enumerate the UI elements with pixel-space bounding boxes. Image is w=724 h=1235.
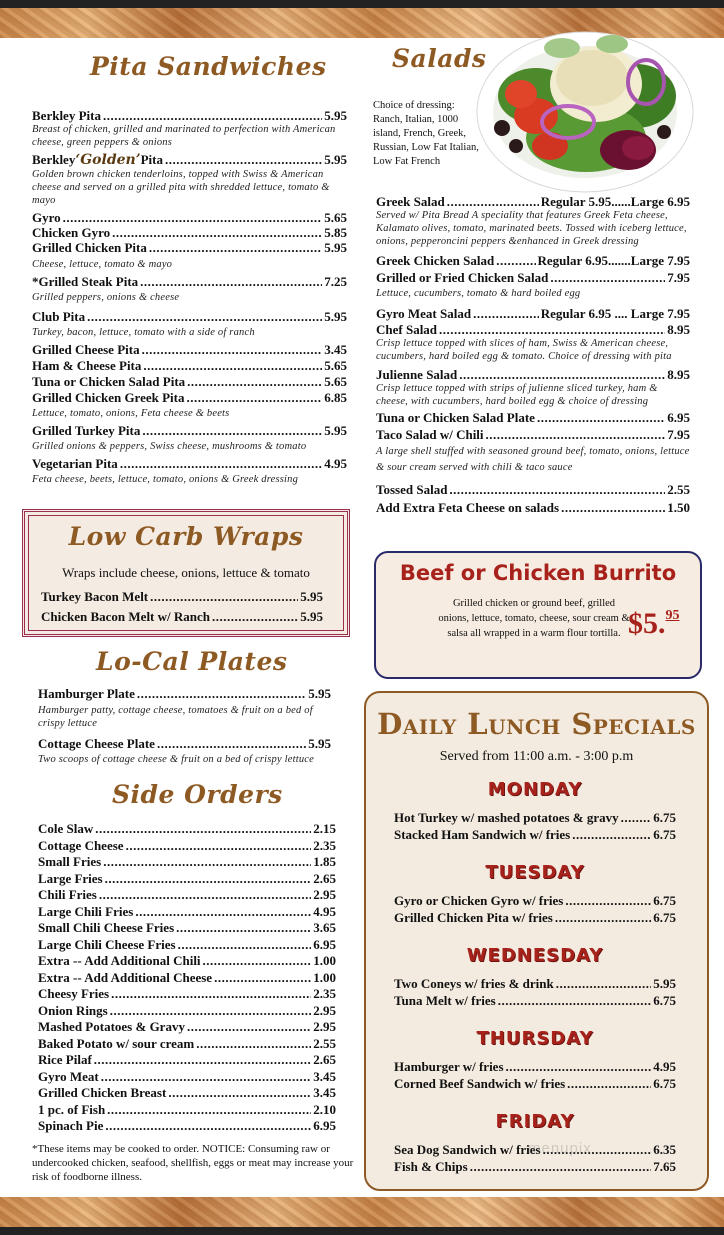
item-desc: Lettuce, cucumbers, tomato & hard boiled egg: [376, 288, 581, 299]
item-name: Tuna or Chicken Salad Plate: [376, 410, 535, 425]
local-list: [38, 686, 331, 766]
item-name: Hamburger Plate: [38, 686, 135, 701]
item-price: 4.95: [653, 1059, 676, 1074]
item-desc: Served w/ Pita Bread A speciality that features Greek Feta cheese, Kalamato olives, tomato, marinated beets. Tossed with iceberg lettuce, onions, pepperoncini peppers &enhanced in Greek dressing: [376, 210, 687, 247]
item-price: 6.85: [324, 390, 347, 405]
item-name: Add Extra Feta Cheese on salads: [376, 500, 560, 515]
item-name: Stacked Ham Sandwich w/ fries: [394, 827, 571, 842]
item-name: Mashed Potatoes & Gravy: [38, 1019, 185, 1034]
item-name: Grilled Chicken Greek Pita: [32, 390, 185, 405]
menu-item: [38, 986, 336, 1001]
bottom-border: [0, 1197, 724, 1235]
item-name: Corned Beef Sandwich w/ fries: [394, 1076, 566, 1091]
item-name: Extra -- Add Additional Cheese: [38, 969, 213, 985]
menu-item: [38, 970, 336, 985]
lunch-title: Daily Lunch Specials: [377, 707, 696, 741]
menu-item: [32, 456, 347, 471]
item-price: 5.95: [324, 152, 347, 167]
menu-item: [376, 410, 690, 425]
item-name: Gyro Meat Salad: [376, 306, 472, 321]
menu-item: [38, 937, 336, 952]
item-name: Grilled or Fried Chicken Salad: [376, 270, 549, 285]
item-name: Tossed Salad: [376, 482, 448, 497]
item-name: Hot Turkey w/ mashed potatoes & gravy: [394, 810, 619, 825]
item-name: Gyro: [32, 210, 61, 225]
item-price: Regular 6.95 .... Large 7.95: [540, 306, 690, 321]
item-name: Cottage Cheese: [38, 837, 124, 853]
menu-item: [376, 270, 690, 285]
menu-item: [38, 854, 336, 869]
menu-item: [376, 253, 690, 268]
item-name: Chef Salad: [376, 322, 438, 337]
item-name: Pita: [140, 152, 163, 167]
item-name: Sea Dog Sandwich w/ fries: [394, 1142, 541, 1157]
food-notice: *These items may be cooked to order. NOTICE: Consuming raw or undercooked chicken, seafood, shellfish, eggs or meat may increase your risk of foodborne illness.: [32, 1143, 354, 1183]
item-name: Berkley Pita: [32, 108, 101, 123]
menu-item: [376, 482, 690, 497]
item-price: 2.10: [313, 1101, 336, 1117]
menu-item: [38, 953, 336, 968]
item-name: Hamburger w/ fries: [394, 1059, 504, 1074]
item-price: 7.95: [667, 427, 690, 442]
item-price: 2.55: [313, 1035, 336, 1051]
item-name: 1 pc. of Fish: [38, 1101, 106, 1117]
day-heading: THURSDAY: [476, 1028, 594, 1049]
item-name: Fish & Chips: [394, 1159, 468, 1174]
menu-item: [32, 342, 347, 357]
item-price: 2.95: [313, 887, 336, 902]
item-price: 5.95: [653, 976, 676, 991]
menu-item: [32, 374, 347, 389]
item-name: Ham & Cheese Pita: [32, 358, 142, 373]
menu-item: [38, 1102, 336, 1117]
menu-item: [38, 1003, 336, 1018]
item-name: Grilled Chicken Pita w/ fries: [394, 910, 553, 925]
golden-label: ‘Golden’: [75, 152, 141, 168]
local-title: Lo-Cal Plates: [96, 647, 288, 676]
item-price: 3.45: [313, 1068, 336, 1084]
item-price: 6.95: [313, 1118, 336, 1133]
item-name: Cheesy Fries: [38, 986, 110, 1001]
wraps-note: Wraps include cheese, onions, lettuce & tomato: [62, 565, 310, 580]
sides-list: [38, 821, 336, 1133]
item-name: Vegetarian Pita: [32, 456, 118, 471]
item-name: Tuna or Chicken Salad Pita: [32, 374, 186, 389]
item-price: 5.65: [324, 210, 347, 225]
item-price: 3.45: [324, 342, 347, 357]
item-name: Taco Salad w/ Chili: [376, 427, 484, 442]
burrito-box: [374, 551, 702, 679]
item-price: 5.95: [308, 736, 331, 751]
item-price: 5.95: [324, 240, 347, 255]
item-name: Extra -- Add Additional Chili: [38, 953, 201, 968]
burrito-desc: Grilled chicken or ground beef, grilled onions, lettuce, tomato, cheese, sour cream & salsa all wrapped in a warm flour tortilla.: [438, 598, 630, 639]
item-price: 2.65: [313, 1052, 336, 1067]
item-name: Spinach Pie: [38, 1118, 104, 1133]
lunch-item: [394, 810, 676, 825]
item-price: 1.50: [667, 500, 690, 515]
item-price: 5.85: [324, 225, 347, 240]
lunch-days: [394, 779, 676, 1174]
menu-item: [38, 1052, 336, 1067]
menu-item: [32, 240, 347, 255]
menu-item: [38, 904, 336, 919]
menu-item: [38, 871, 336, 886]
salad-photo: [476, 26, 694, 194]
item-name: Gyro Meat: [38, 1068, 99, 1084]
wraps-title: Low Carb Wraps: [68, 522, 304, 551]
item-price: 5.65: [324, 358, 347, 373]
menu-item: [32, 358, 347, 373]
lunch-item: [394, 993, 676, 1008]
salads-title: Salads: [392, 44, 487, 73]
lunch-item: [394, 976, 676, 991]
lunch-item: [394, 1159, 676, 1174]
item-name: Baked Potato w/ sour cream: [38, 1035, 195, 1051]
item-price: Regular 6.95.......Large 7.95: [537, 253, 690, 268]
item-price: 2.65: [313, 870, 336, 886]
item-price: 2.35: [313, 986, 336, 1001]
item-name: Grilled Turkey Pita: [32, 423, 141, 438]
menu-item: [376, 367, 690, 382]
item-name: Large Chili Cheese Fries: [38, 936, 176, 952]
item-desc: Two scoops of cottage cheese & fruit on a bed of crispy lettuce: [38, 754, 315, 765]
menu-item: [376, 500, 690, 515]
item-name: Two Coneys w/ fries & drink: [394, 976, 554, 991]
item-price: 4.95: [324, 456, 347, 471]
menu-item: [38, 1085, 336, 1100]
item-price: 6.75: [653, 893, 676, 908]
item-price: 6.75: [653, 993, 676, 1008]
day-heading: FRIDAY: [495, 1111, 575, 1132]
price-dollars: $5.: [628, 607, 666, 640]
item-desc: A large shell stuffed with seasoned ground beef, tomato, onions, lettuce & sour cream served with chili & taco sauce: [376, 446, 690, 473]
lunch-item: [394, 827, 676, 842]
day-heading: MONDAY: [487, 779, 583, 800]
menu-item: [376, 306, 690, 321]
item-desc: Crisp lettuce topped with strips of julienne sliced turkey, ham & cheese, with cucumbers, hard boiled egg & choice of dressing: [376, 383, 658, 407]
menu-item: [38, 1069, 336, 1084]
item-price: 6.35: [653, 1142, 676, 1157]
pita-title: Pita Sandwiches: [90, 52, 327, 81]
item-price: 7.65: [653, 1159, 676, 1174]
item-price: 7.95: [667, 270, 690, 285]
item-price: 1.00: [313, 969, 336, 985]
item-name: Chili Fries: [38, 887, 97, 902]
item-price: 5.95: [324, 309, 347, 324]
item-price: 5.95: [324, 108, 347, 123]
item-name: Rice Pilaf: [38, 1052, 92, 1067]
item-name: Small Fries: [38, 854, 102, 869]
menu-item: [32, 390, 347, 405]
day-heading: WEDNESDAY: [466, 945, 604, 966]
item-price: 5.95: [308, 686, 331, 701]
item-name: Greek Chicken Salad: [376, 253, 495, 268]
item-price: 6.95: [313, 936, 336, 952]
item-price: 6.75: [653, 810, 676, 825]
item-desc: Lettuce, tomato, onions, Feta cheese & beets: [32, 408, 230, 419]
menu-item: [38, 920, 336, 935]
item-name: Turkey Bacon Melt: [41, 589, 149, 604]
item-desc: Hamburger patty, cottage cheese, tomatoes & fruit on a bed of crispy lettuce: [38, 705, 313, 729]
burrito-title: Beef or Chicken Burrito: [399, 561, 677, 585]
menu-item: [32, 152, 347, 168]
menu-item: [32, 423, 347, 438]
lunch-item: [394, 910, 676, 925]
item-price: 3.65: [313, 920, 336, 935]
lunch-item: [394, 1076, 676, 1091]
item-price: 7.25: [324, 274, 347, 289]
item-price: 2.15: [313, 821, 336, 836]
item-name: Chicken Bacon Melt w/ Ranch: [41, 609, 210, 624]
salads-list: [376, 194, 690, 515]
item-desc: Cheese, lettuce, tomato & mayo: [32, 259, 173, 270]
item-name: Small Chili Cheese Fries: [38, 920, 175, 935]
item-price: 8.95: [667, 322, 690, 337]
item-name: Grilled Cheese Pita: [32, 342, 140, 357]
item-price: 5.65: [324, 374, 347, 389]
item-price: 2.55: [667, 482, 690, 497]
menu-item: [32, 108, 347, 123]
menu-item: [38, 887, 336, 902]
lunch-item: [394, 893, 676, 908]
menu-item: [32, 309, 347, 324]
item-price: 6.75: [653, 827, 676, 842]
menu-item: [38, 838, 336, 853]
item-name: Julienne Salad: [376, 367, 458, 382]
item-price: 6.75: [653, 1076, 676, 1091]
item-price: 6.75: [653, 910, 676, 925]
menu-item: [32, 274, 347, 289]
menu-item: [38, 1036, 336, 1051]
menu-item: [32, 225, 347, 240]
item-price: 1.00: [313, 953, 336, 968]
item-name: *Grilled Steak Pita: [32, 274, 139, 289]
sides-title: Side Orders: [112, 780, 283, 809]
item-price: 4.95: [313, 903, 336, 919]
item-desc: Turkey, bacon, lettuce, tomato with a side of ranch: [32, 327, 255, 338]
lunch-served: Served from 11:00 a.m. - 3:00 p.m: [439, 749, 634, 764]
item-price: 5.95: [300, 589, 323, 604]
item-name: Large Chili Fries: [38, 903, 134, 919]
item-desc: Golden brown chicken tenderloins, topped with Swiss & American cheese and served on a grilled pita with shredded lettuce, tomato & mayo: [32, 169, 330, 206]
item-desc: Crisp lettuce topped with slices of ham, Swiss & American cheese, cucumbers, hard boiled egg & tomato. Choice of dressing with pita: [376, 338, 672, 362]
burrito-price: [628, 607, 680, 641]
menu-item: [41, 589, 323, 604]
menu-item: [32, 210, 347, 225]
menu-item: [38, 736, 331, 751]
item-name: Chicken Gyro: [32, 225, 111, 240]
item-price: 2.35: [313, 837, 336, 853]
item-name: Cole Slaw: [38, 821, 94, 836]
item-price: 5.95: [300, 609, 323, 624]
item-price: 8.95: [667, 367, 690, 382]
item-price: 5.95: [324, 423, 347, 438]
item-price: 2.95: [313, 1002, 336, 1018]
dressing-note: Choice of dressing: Ranch, Italian, 1000 island, French, Greek, Russian, Low Fat Italian, Low Fat French: [373, 100, 479, 167]
item-desc: Grilled onions & peppers, Swiss cheese, mushrooms & tomato: [32, 441, 307, 452]
menu-item: [41, 609, 323, 624]
item-name: Grilled Chicken Breast: [38, 1085, 167, 1100]
item-desc: Grilled peppers, onions & cheese: [32, 292, 180, 303]
item-name: Tuna Melt w/ fries: [394, 993, 496, 1008]
item-name: Onion Rings: [38, 1002, 108, 1018]
menu-item: [376, 194, 690, 209]
lunch-item: [394, 1059, 676, 1074]
menu-item: [38, 821, 336, 836]
item-name: Club Pita: [32, 309, 86, 324]
item-name: Berkley: [32, 152, 76, 167]
item-name: Greek Salad: [376, 194, 445, 209]
menu-item: [38, 1118, 336, 1133]
watermark: menupix: [528, 1140, 592, 1157]
menu-item: [376, 322, 690, 337]
item-name: Grilled Chicken Pita: [32, 240, 147, 255]
price-cents: 95: [665, 608, 680, 623]
menu-item: [38, 686, 331, 701]
item-price: 3.45: [313, 1085, 336, 1100]
item-price: 2.95: [313, 1019, 336, 1034]
lunch-box: [364, 691, 709, 1191]
day-heading: TUESDAY: [485, 862, 585, 883]
item-desc: Breast of chicken, grilled and marinated to perfection with American cheese, green peppers & onions: [32, 124, 336, 148]
item-name: Large Fries: [38, 870, 103, 886]
menu-item: [376, 427, 690, 442]
item-name: Cottage Cheese Plate: [38, 736, 155, 751]
menu-item: [38, 1019, 336, 1034]
item-name: Gyro or Chicken Gyro w/ fries: [394, 893, 564, 908]
wraps-box: [22, 509, 350, 637]
item-price: 1.85: [313, 854, 336, 869]
pita-list: [32, 108, 347, 486]
item-price: 6.95: [667, 410, 690, 425]
item-price: Regular 5.95......Large 6.95: [540, 194, 690, 209]
item-desc: Feta cheese, beets, lettuce, tomato, onions & Greek dressing: [32, 474, 299, 485]
